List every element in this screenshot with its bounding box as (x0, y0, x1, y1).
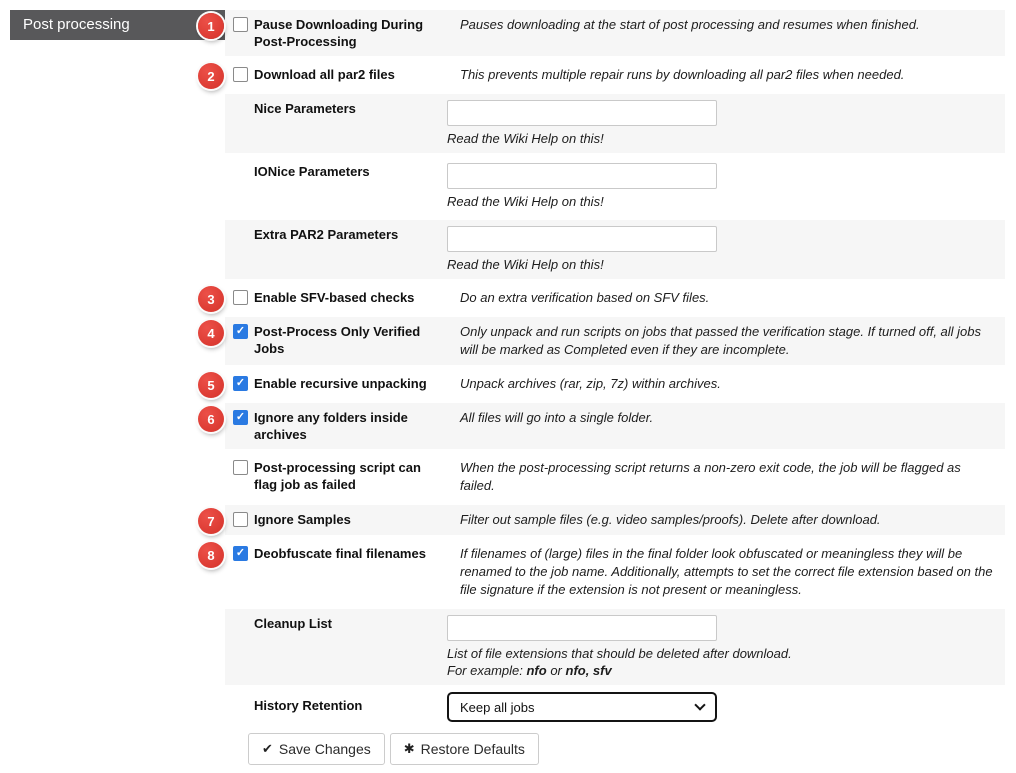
setting-label: Post-Process Only Verified Jobs (254, 324, 421, 356)
label-column (233, 375, 447, 392)
setting-row-verified-jobs (207, 317, 1005, 365)
setting-row-recursive-unpacking (207, 369, 1005, 399)
label-column (233, 511, 447, 528)
field-note: Read the Wiki Help on this! (447, 257, 604, 272)
step-badge-7: 7 (198, 508, 224, 534)
setting-row-ionice-parameters (225, 157, 1005, 216)
setting-label: Post-processing script can flag job as failed (254, 460, 421, 492)
example-prefix: For example: (447, 663, 527, 678)
save-changes-label: Save Changes (278, 741, 371, 757)
nice-parameters-input[interactable] (447, 100, 717, 126)
setting-description: Unpack archives (rar, zip, 7z) within archives. (460, 376, 721, 391)
setting-row-deobfuscate (207, 539, 1005, 605)
script-flag-failed-checkbox[interactable] (233, 460, 248, 475)
save-changes-button[interactable] (248, 733, 385, 765)
field-column (447, 692, 997, 722)
setting-row-download-par2 (207, 60, 1005, 90)
setting-row-sfv-checks (207, 283, 1005, 313)
setting-description: When the post-processing script returns a non-zero exit code, the job will be flagged as failed. (460, 460, 961, 493)
setting-label: Pause Downloading During Post-Processing (254, 17, 424, 49)
label-column (233, 66, 447, 83)
label-column (233, 409, 447, 443)
step-badge-4: 4 (198, 320, 224, 346)
example-extension: nfo (526, 663, 547, 678)
label-column (233, 615, 447, 632)
ionice-parameters-input[interactable] (447, 163, 717, 189)
extra-par2-parameters-input[interactable] (447, 226, 717, 252)
setting-label: History Retention (254, 698, 363, 713)
step-badge-2: 2 (198, 63, 224, 89)
selected-option-label: Keep all jobs (460, 699, 535, 715)
setting-label: Ignore Samples (254, 512, 351, 527)
cleanup-list-input[interactable] (447, 615, 717, 641)
step-badge-8: 8 (198, 542, 224, 568)
asterisk-icon: ✱ (403, 741, 415, 756)
setting-row-ignore-samples (207, 505, 1005, 535)
label-column (233, 545, 447, 562)
setting-row-pause-downloading (207, 10, 1005, 56)
download-par2-checkbox[interactable] (233, 67, 248, 82)
field-column (447, 100, 997, 147)
field-note: Read the Wiki Help on this! (447, 194, 604, 209)
setting-row-ignore-folders (207, 403, 1005, 449)
setting-label: Extra PAR2 Parameters (254, 227, 399, 242)
setting-row-script-flag-failed (225, 453, 1005, 501)
field-column (447, 163, 997, 210)
page-title: Post processing (10, 10, 225, 40)
setting-row-extra-par2-parameters (225, 220, 1005, 279)
label-column (233, 163, 447, 180)
setting-label: Download all par2 files (254, 67, 395, 82)
setting-row-history-retention (225, 689, 1005, 725)
setting-description: Do an extra verification based on SFV files. (460, 290, 710, 305)
restore-defaults-label: Restore Defaults (420, 741, 525, 757)
field-note: List of file extensions that should be deleted after download. (447, 646, 792, 661)
step-badge-1: 1 (198, 13, 224, 39)
verified-jobs-checkbox[interactable] (233, 324, 248, 339)
setting-label: Enable recursive unpacking (254, 376, 427, 391)
label-column (233, 226, 447, 243)
chevron-down-icon (694, 699, 705, 710)
setting-description: Only unpack and run scripts on jobs that passed the verification stage. If turned off, all jobs will be marked as Completed even if they are incomplete. (460, 324, 982, 357)
field-column (447, 226, 997, 273)
setting-label: Ignore any folders inside archives (254, 410, 408, 442)
setting-label: Cleanup List (254, 616, 333, 631)
label-column (233, 323, 447, 357)
setting-label: IONice Parameters (254, 164, 370, 179)
form-actions (248, 733, 1005, 765)
example-extensions: nfo, sfv (565, 663, 612, 678)
sfv-checks-checkbox[interactable] (233, 290, 248, 305)
step-badge-5: 5 (198, 372, 224, 398)
label-column (233, 16, 447, 50)
setting-row-nice-parameters (225, 94, 1005, 153)
field-note: Read the Wiki Help on this! (447, 131, 604, 146)
pause-downloading-checkbox[interactable] (233, 17, 248, 32)
setting-label: Deobfuscate final filenames (254, 546, 426, 561)
deobfuscate-checkbox[interactable] (233, 546, 248, 561)
check-icon: ✔ (262, 741, 273, 756)
example-mid: or (546, 663, 566, 678)
setting-description: All files will go into a single folder. (460, 410, 654, 425)
restore-defaults-button[interactable] (390, 733, 539, 765)
recursive-unpacking-checkbox[interactable] (233, 376, 248, 391)
field-note-example (447, 662, 997, 679)
step-badge-3: 3 (198, 286, 224, 312)
setting-description: This prevents multiple repair runs by downloading all par2 files when needed. (460, 67, 905, 82)
setting-description: If filenames of (large) files in the final folder look obfuscated or meaningless they will be renamed to the job name. Additionally, attempts to set the correct file extension based on the file signature if the extension is not present or meaningless. (460, 546, 993, 597)
field-column (447, 615, 997, 679)
setting-description: Pauses downloading at the start of post processing and resumes when finished. (460, 17, 920, 32)
label-column (233, 289, 447, 306)
settings-form (207, 10, 1005, 765)
setting-description: Filter out sample files (e.g. video samples/proofs). Delete after download. (460, 512, 881, 527)
label-column (233, 459, 447, 493)
label-column (233, 100, 447, 117)
setting-row-cleanup-list (225, 609, 1005, 685)
ignore-folders-checkbox[interactable] (233, 410, 248, 425)
ignore-samples-checkbox[interactable] (233, 512, 248, 527)
history-retention-select[interactable] (447, 692, 717, 722)
setting-label: Enable SFV-based checks (254, 290, 415, 305)
setting-label: Nice Parameters (254, 101, 356, 116)
step-badge-6: 6 (198, 406, 224, 432)
label-column (233, 692, 447, 714)
